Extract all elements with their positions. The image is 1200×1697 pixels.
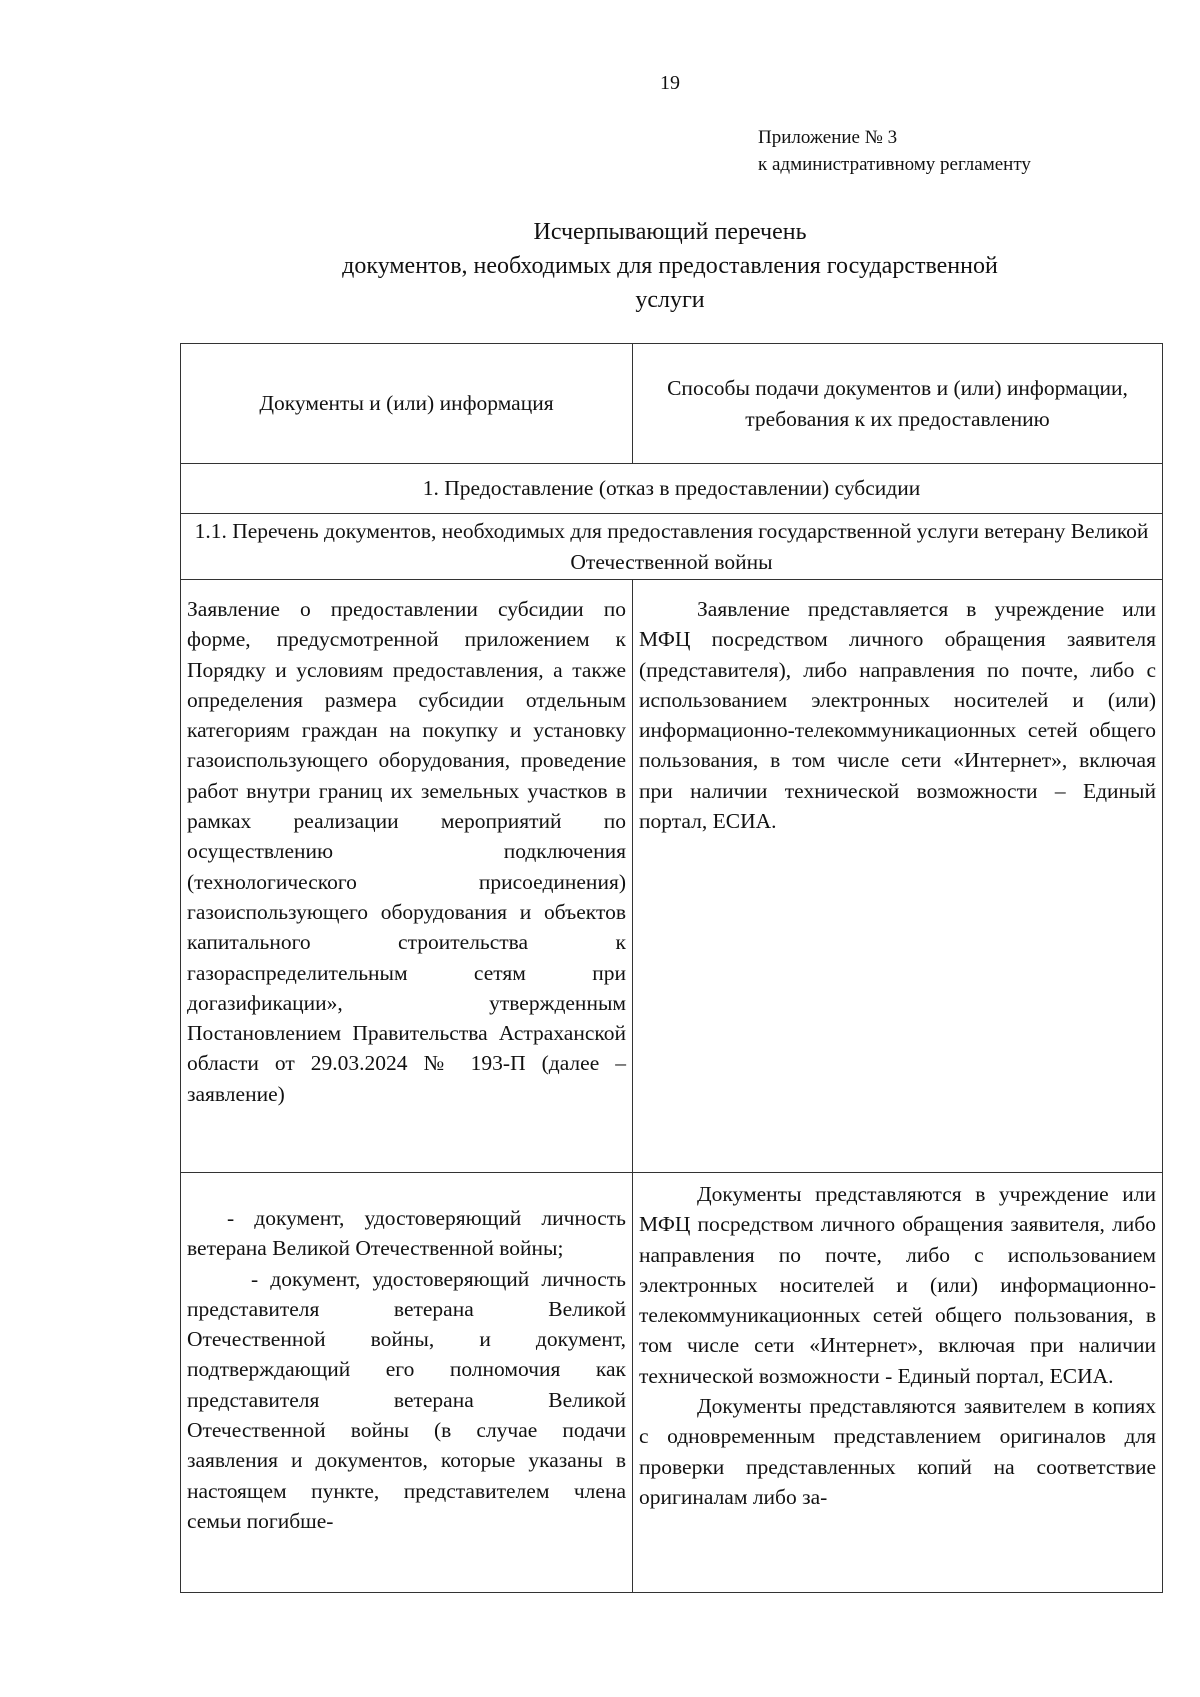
documents-table	[180, 343, 1163, 1593]
appendix-line-2: к административному регламенту	[758, 154, 1031, 175]
representative-document-item: - документ, удостоверяющий личность представителя ветерана Великой Отечественной войны, и документ, подтверждающий его полномочия как представителя ветерана Великой Отечественной войны (в случае подачи заявления и документов, которые указаны в настоящем пункте, представителем члена семьи погибше-	[187, 1266, 626, 1533]
subsection-row	[181, 514, 1163, 580]
table-header-row	[181, 344, 1163, 464]
header-documents: Документы и (или) информация	[181, 344, 633, 464]
appendix-reference	[758, 124, 1178, 178]
subsection-title: 1.1. Перечень документов, необходимых для предоставления государственной услуги ветерану Великой Отечественной войны	[181, 514, 1163, 580]
table-row	[181, 580, 1163, 1173]
section-title: 1. Предоставление (отказ в предоставлении) субсидии	[181, 464, 1163, 514]
section-row	[181, 464, 1163, 514]
title-line-3: услуги	[635, 287, 705, 313]
documents-copies-text: Документы представляются заявителем в копиях с одновременным представлением оригиналов для проверки представленных копий на соответствие оригиналам либо за-	[639, 1394, 1156, 1509]
appendix-line-1: Приложение № 3	[758, 127, 898, 148]
table-row	[181, 1173, 1163, 1593]
documents-submission-text: Документы представляются в учреждение или МФЦ посредством личного обращения заявителя, либо направления по почте, либо с использованием электронных носителей и (или) информационно-телекоммуникационных сетей общего пользования, в том числе сети «Интернет», включая при наличии технической возможности - Единый портал, ЕСИА.	[639, 1182, 1156, 1388]
documents-submission-cell	[633, 1173, 1163, 1593]
page-number: 19	[660, 72, 680, 94]
identity-document-item: - документ, удостоверяющий личность ветерана Великой Отечественной войны;	[187, 1206, 626, 1261]
title-line-2: документов, необходимых для предоставления государственной	[342, 253, 998, 279]
title-line-1: Исчерпывающий перечень	[533, 219, 807, 245]
application-submission-text: Заявление представляется в учреждение или МФЦ посредством личного обращения заявителя (представителя), либо направления по почте, либо с использованием электронных носителей и (или) информационно-телекоммуникационных сетей общего пользования, в том числе сети «Интернет», включая при наличии технической возможности – Единый портал, ЕСИА.	[639, 597, 1156, 834]
identity-documents-cell	[181, 1173, 633, 1593]
application-document-cell	[181, 580, 633, 1173]
application-submission-cell	[633, 580, 1163, 1173]
application-document-text: Заявление о предоставлении субсидии по форме, предусмотренной приложением к Порядку и условиям предоставления, а также определения размера субсидии отдельным категориям граждан на покупку и установку газоиспользующего оборудования, проведение работ внутри границ их земельных участков в рамках реализации мероприятий по осуществлению подключения (технологического присоединения) газоиспользующего оборудования и объектов капитального строительства к газораспределительным сетям при догазификации», утвержденным Постановлением Правительства Астраханской области от 29.03.2024 № 193-П (далее – заявление)	[187, 597, 626, 1106]
header-submission-methods: Способы подачи документов и (или) информации, требования к их предоставлению	[633, 344, 1163, 464]
document-title	[190, 215, 1150, 317]
